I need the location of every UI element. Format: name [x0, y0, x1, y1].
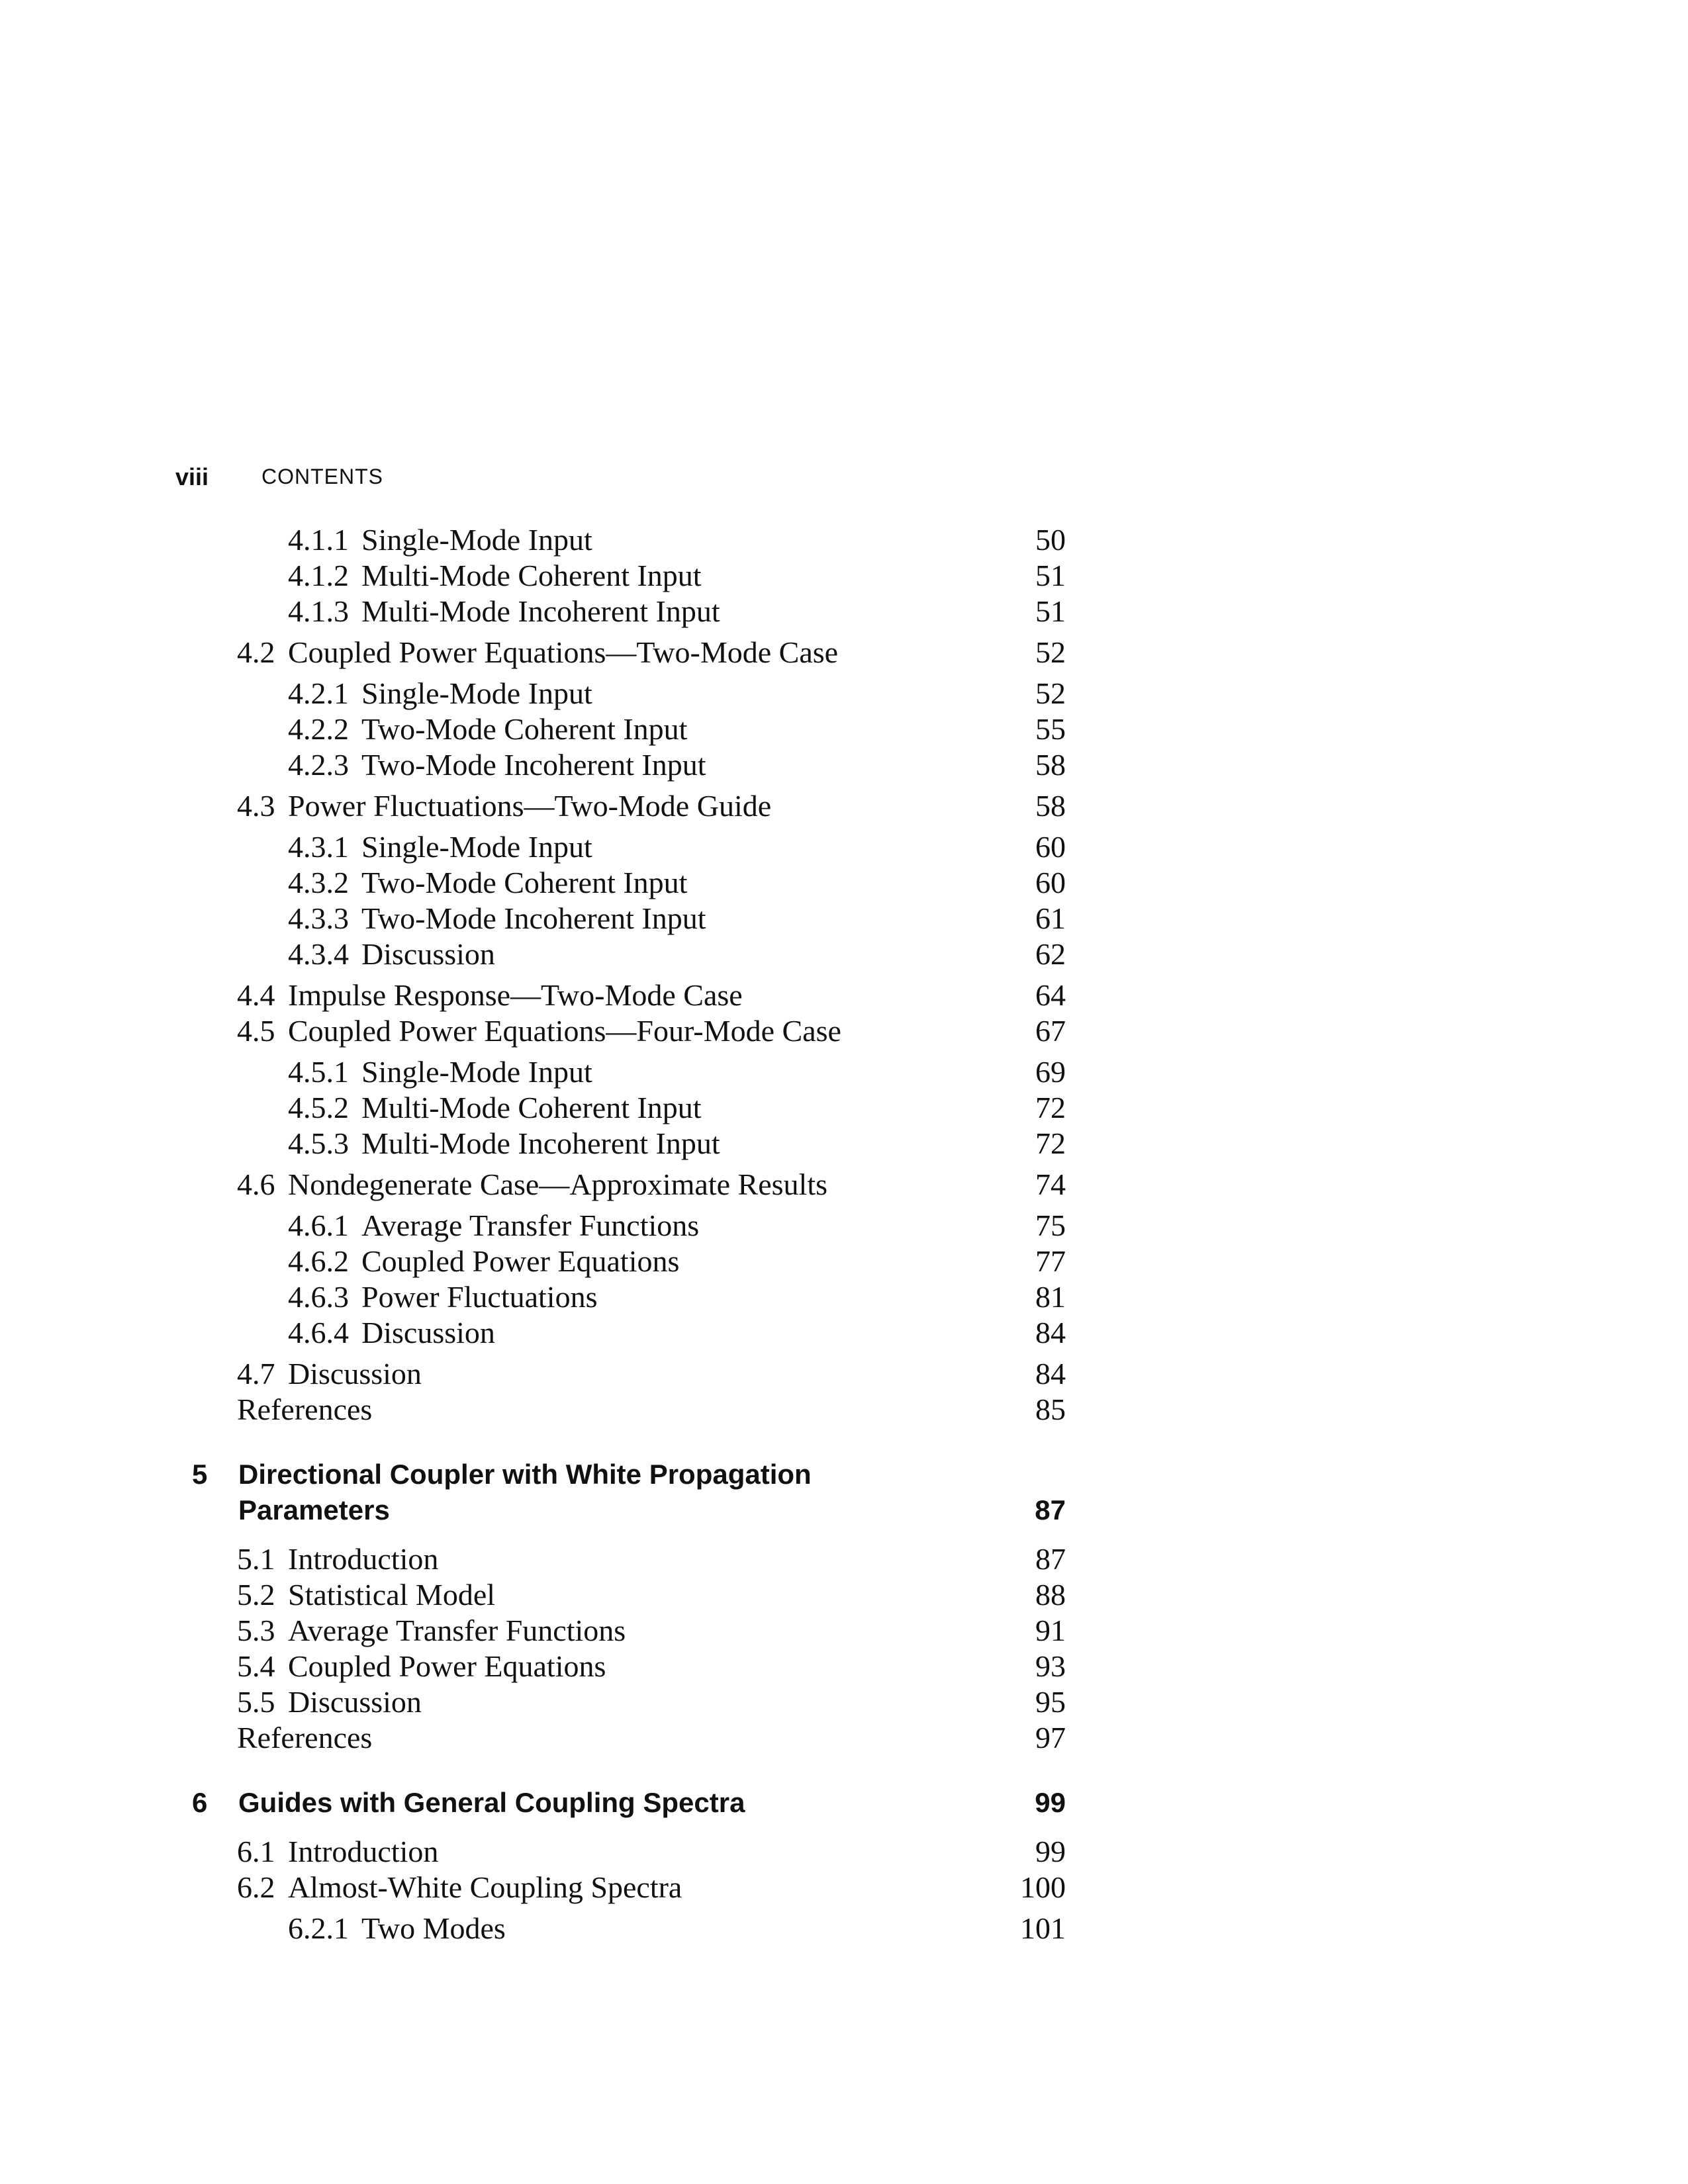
toc-entry-page: 84 [1035, 1316, 1066, 1349]
toc-chapter-entry [192, 1784, 1066, 1821]
toc-entry-title: Discussion [361, 937, 495, 971]
toc-entry-number: 4.3.3 [288, 901, 349, 935]
toc-section-entry [192, 977, 1066, 1014]
toc-entry-number: 5.4 [237, 1649, 275, 1683]
toc-entry-page: 99 [1035, 1835, 1066, 1868]
toc-entry-title: Single-Mode Input [361, 830, 592, 864]
toc-entry-number: 4.5 [237, 1014, 275, 1048]
toc-entry-title: Discussion [288, 1357, 422, 1390]
running-head: CONTENTS [261, 465, 383, 488]
toc-entry-page: 58 [1035, 748, 1066, 782]
toc-subsection-entry [192, 1910, 1066, 1947]
toc-section-entry [192, 1013, 1066, 1050]
toc-entry-page: 77 [1035, 1244, 1066, 1278]
toc-entry-page: 60 [1035, 830, 1066, 864]
page-number: viii [175, 463, 209, 490]
toc-entry-title: Parameters [238, 1494, 390, 1525]
toc-entry-number: 4.4 [237, 978, 275, 1012]
toc-entry-title: Two-Mode Incoherent Input [361, 901, 706, 935]
toc-section-entry [192, 1719, 1066, 1756]
toc-entry-number: 4.5.2 [288, 1091, 349, 1124]
toc-chapter-entry [192, 1492, 1066, 1529]
toc-entry-page: 81 [1035, 1280, 1066, 1314]
toc-entry-number: 4.3.4 [288, 937, 349, 971]
toc-entry-page: 61 [1035, 901, 1066, 935]
toc-entry-title: Multi-Mode Coherent Input [361, 1091, 702, 1124]
toc-entry-page: 101 [1020, 1911, 1066, 1945]
toc-chapter-entry [192, 1456, 1066, 1493]
toc-entry-page: 69 [1035, 1055, 1066, 1089]
toc-entry-title: Multi-Mode Incoherent Input [361, 1126, 720, 1160]
toc-subsection-entry [192, 864, 1066, 901]
toc-entry-title: Multi-Mode Incoherent Input [361, 594, 720, 628]
toc-entry-page: 64 [1035, 978, 1066, 1012]
toc-entry-title: Impulse Response—Two-Mode Case [288, 978, 743, 1012]
toc-entry-number: 5.3 [237, 1614, 275, 1647]
toc-entry-number: 4.3.1 [288, 830, 349, 864]
toc-entry-number: 4.2.3 [288, 748, 349, 782]
toc-entry-number: 4.6 [237, 1167, 275, 1201]
toc-subsection-entry [192, 711, 1066, 748]
toc-entry-number: 4.1.2 [288, 559, 349, 592]
toc-subsection-entry [192, 522, 1066, 559]
toc-entry-page: 99 [1035, 1787, 1066, 1818]
toc-entry-page: 60 [1035, 866, 1066, 899]
toc-subsection-entry [192, 936, 1066, 973]
toc-entry-title: Two-Mode Coherent Input [361, 866, 688, 899]
toc-subsection-entry [192, 1314, 1066, 1351]
toc-subsection-entry [192, 1243, 1066, 1280]
toc-entry-title: Power Fluctuations [361, 1280, 598, 1314]
toc-section-entry [192, 1833, 1066, 1870]
toc-entry-title: References [237, 1721, 373, 1754]
toc-subsection-entry [192, 593, 1066, 630]
toc-entry-number: 4.6.1 [288, 1208, 349, 1242]
toc-entry-title: Coupled Power Equations [288, 1649, 606, 1683]
toc-entry-number: 4.5.3 [288, 1126, 349, 1160]
toc-entry-title: Statistical Model [288, 1578, 496, 1612]
toc-entry-page: 51 [1035, 594, 1066, 628]
toc-section-entry [192, 1869, 1066, 1906]
toc-subsection-entry [192, 1054, 1066, 1091]
toc-entry-title: Single-Mode Input [361, 676, 592, 710]
toc-entry-title: Discussion [361, 1316, 495, 1349]
toc-subsection-entry [192, 557, 1066, 594]
toc-entry-number: 4.6.2 [288, 1244, 349, 1278]
toc-entry-number: 5.5 [237, 1685, 275, 1719]
toc-entry-page: 91 [1035, 1614, 1066, 1647]
toc-entry-page: 95 [1035, 1685, 1066, 1719]
toc-entry-number: 4.1.3 [288, 594, 349, 628]
toc-section-entry [192, 1648, 1066, 1685]
toc-subsection-entry [192, 1207, 1066, 1244]
toc-entry-title: Directional Coupler with White Propagation [238, 1459, 812, 1490]
toc-entry-page: 97 [1035, 1721, 1066, 1754]
toc-entry-number: 4.3 [237, 789, 275, 823]
toc-entry-number: 6 [192, 1787, 208, 1818]
toc-entry-page: 72 [1035, 1126, 1066, 1160]
toc-entry-title: Multi-Mode Coherent Input [361, 559, 702, 592]
toc-entry-title: Average Transfer Functions [361, 1208, 700, 1242]
toc-entry-title: Introduction [288, 1835, 439, 1868]
toc-entry-page: 52 [1035, 676, 1066, 710]
toc-entry-page: 93 [1035, 1649, 1066, 1683]
toc-section-entry [192, 634, 1066, 671]
toc-entry-page: 100 [1020, 1870, 1066, 1904]
toc-subsection-entry [192, 1279, 1066, 1316]
toc-entry-page: 84 [1035, 1357, 1066, 1390]
toc-entry-title: Power Fluctuations—Two-Mode Guide [288, 789, 772, 823]
toc-entry-number: 6.2 [237, 1870, 275, 1904]
toc-entry-number: 4.2 [237, 635, 275, 669]
toc-section-entry [192, 1684, 1066, 1721]
toc-entry-title: Almost-White Coupling Spectra [288, 1870, 682, 1904]
toc-entry-page: 87 [1035, 1494, 1066, 1525]
toc-entry-number: 5.1 [237, 1542, 275, 1576]
toc-entry-page: 74 [1035, 1167, 1066, 1201]
toc-entry-page: 87 [1035, 1542, 1066, 1576]
toc-entry-title: Discussion [288, 1685, 422, 1719]
toc-section-entry [192, 1576, 1066, 1614]
toc-entry-title: Single-Mode Input [361, 523, 592, 557]
toc-entry-number: 4.1.1 [288, 523, 349, 557]
toc-entry-title: Two-Mode Coherent Input [361, 712, 688, 746]
toc-section-entry [192, 1612, 1066, 1649]
toc-entry-title: References [237, 1392, 373, 1426]
toc-entry-title: Guides with General Coupling Spectra [238, 1787, 745, 1818]
toc-entry-number: 5.2 [237, 1578, 275, 1612]
toc-section-entry [192, 1391, 1066, 1428]
toc-subsection-entry [192, 675, 1066, 712]
toc-entry-title: Two Modes [361, 1911, 506, 1945]
toc-entry-page: 52 [1035, 635, 1066, 669]
toc-entry-title: Coupled Power Equations—Two-Mode Case [288, 635, 839, 669]
toc-subsection-entry [192, 747, 1066, 784]
toc-subsection-entry [192, 1125, 1066, 1162]
toc-entry-number: 4.2.2 [288, 712, 349, 746]
toc-subsection-entry [192, 900, 1066, 937]
toc-entry-title: Coupled Power Equations [361, 1244, 680, 1278]
toc-entry-number: 6.2.1 [288, 1911, 349, 1945]
toc-entry-title: Single-Mode Input [361, 1055, 592, 1089]
toc-entry-page: 72 [1035, 1091, 1066, 1124]
toc-entry-page: 67 [1035, 1014, 1066, 1048]
toc-entry-title: Coupled Power Equations—Four-Mode Case [288, 1014, 841, 1048]
toc-section-entry [192, 1166, 1066, 1203]
toc-entry-number: 4.3.2 [288, 866, 349, 899]
toc-entry-title: Two-Mode Incoherent Input [361, 748, 706, 782]
toc-section-entry [192, 1355, 1066, 1392]
toc-subsection-entry [192, 829, 1066, 866]
toc-entry-title: Average Transfer Functions [288, 1614, 626, 1647]
toc-entry-title: Nondegenerate Case—Approximate Results [288, 1167, 827, 1201]
toc-entry-title: Introduction [288, 1542, 439, 1576]
toc-entry-page: 50 [1035, 523, 1066, 557]
toc-entry-page: 58 [1035, 789, 1066, 823]
toc-entry-number: 4.7 [237, 1357, 275, 1390]
toc-entry-page: 55 [1035, 712, 1066, 746]
toc-entry-page: 75 [1035, 1208, 1066, 1242]
toc-entry-number: 6.1 [237, 1835, 275, 1868]
toc-entry-number: 5 [192, 1459, 208, 1490]
toc-entry-page: 88 [1035, 1578, 1066, 1612]
toc-section-entry [192, 788, 1066, 825]
toc-entry-number: 4.6.4 [288, 1316, 349, 1349]
toc-entry-page: 51 [1035, 559, 1066, 592]
toc-entry-number: 4.2.1 [288, 676, 349, 710]
toc-section-entry [192, 1541, 1066, 1578]
toc-entry-number: 4.5.1 [288, 1055, 349, 1089]
toc-entry-page: 62 [1035, 937, 1066, 971]
toc-entry-number: 4.6.3 [288, 1280, 349, 1314]
toc-entry-page: 85 [1035, 1392, 1066, 1426]
toc-subsection-entry [192, 1089, 1066, 1126]
